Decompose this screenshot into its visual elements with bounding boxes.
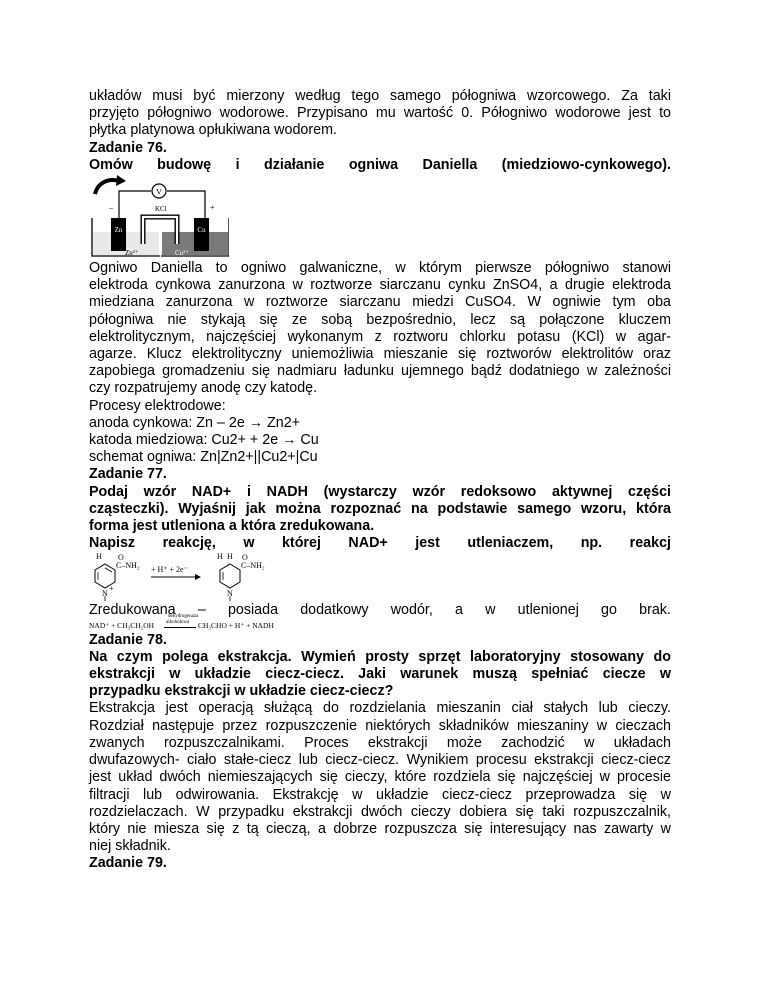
answer-line: Rozdział następuje przez rozpuszczenie niektórych składników mieszaniny w cieczach <box>89 717 671 734</box>
nadh-h2-label: H <box>227 552 233 562</box>
process-line: Procesy elektrodowe: <box>89 397 226 414</box>
reagents-label: + H⁺ + 2e⁻ <box>151 565 188 575</box>
nadh-h1-label: H <box>217 552 223 562</box>
salt-bridge-label: KCl <box>155 205 167 214</box>
instruction-word: reakcj <box>629 535 671 552</box>
answer-word: Zredukowana <box>89 602 176 619</box>
instruction-word: której <box>281 535 321 552</box>
instruction-word: w <box>243 535 255 552</box>
daniell-cell-figure <box>89 174 671 260</box>
instruction-word: utleniaczem, <box>467 535 554 552</box>
task-78-question-line: ekstrakcji w układzie ciecz-ciecz. Jaki warunek muszą spełniać ciecze w <box>89 666 671 683</box>
flow-arrow-icon <box>95 180 119 194</box>
intro-paragraph <box>89 88 671 140</box>
task-77-question-line: Podaj wzór NAD+ i NADH (wystarczy wzór redoksowo aktywnej części <box>89 483 671 500</box>
task-76-answer <box>89 260 671 466</box>
answer-line: dwufazowych- ciało stałe-ciecz lub ciecz-ciecz. Wynikiem procesu ekstrakcji ciecz-ciecz <box>89 752 671 769</box>
zinc-ion-label: Zn²⁺ <box>125 249 139 258</box>
intro-line: przyjęto półogniwo wodorowe. Przypisano mu wartość 0. Półogniwo wodorowe jest to <box>89 105 671 122</box>
nad-amide-label: C–NH₂ <box>116 561 140 571</box>
nadh-o-label: O <box>242 553 248 563</box>
enzyme-top: dehydrogenaza <box>168 613 199 619</box>
equation-right: CH₃CHO + H⁺ + NADH <box>198 620 274 630</box>
answer-line: rozdzielaczach. W przypadku ekstrakcji dwóch cieczy dobiera się taki rozpuszczalnik, <box>89 803 671 820</box>
answer-line: miedziana zanurzona w roztworze siarczanu miedzi CuSO4. W ogniwie tym oba <box>89 294 671 311</box>
anode-sign: – <box>109 203 113 213</box>
answer-line: zapobiega gromadzeniu się nadmiaru ładunku ujemnego bądź dodatniego w zależności <box>89 363 671 380</box>
task-77-instruction <box>89 535 671 552</box>
answer-line: agarze. Klucz elektrolityczny uniemożliwia mieszanie się roztworów elektrolitów oraz <box>89 346 671 363</box>
answer-line: zwanych rozpuszczalnikami. Proces ekstrakcji może zachodzić w układach <box>89 734 671 751</box>
copper-electrode <box>194 218 209 251</box>
task-78-question-line: przypadku ekstrakcji w układzie ciecz-ciecz? <box>89 683 394 700</box>
daniell-cell-diagram <box>89 174 229 260</box>
task-77-question-line: cząsteczki). Wyjaśnij jak można rozpoznać na podstawie samego wzoru, która <box>89 500 671 517</box>
answer-line: jest układ dwóch niemieszających się cieczy, które rozdziela się najczęściej w procesie <box>89 769 671 786</box>
nad-structure-diagram <box>89 552 289 602</box>
task-77-heading: Zadanie 77. <box>89 466 167 483</box>
zinc-label: Zn <box>114 226 123 235</box>
copper-ion-label: Cu²⁺ <box>175 249 189 258</box>
answer-line: Ogniwo Daniella to ogniwo galwaniczne, w którym pierwsze półogniwo stanowi <box>89 260 671 277</box>
answer-line: czy rozpatrujemy anodę czy katodę. <box>89 380 318 397</box>
zinc-electrode <box>111 218 126 251</box>
question-word: Daniella <box>422 156 478 173</box>
task-78-question-line: Na czym polega ekstrakcja. Wymień prosty sprzęt laboratoryjny stosowany do <box>89 648 671 665</box>
task-76-question <box>89 157 671 174</box>
answer-word: brak. <box>639 602 671 619</box>
equation-left: NAD⁺ + CH₃CH₂OH <box>89 620 155 630</box>
instruction-word: Napisz <box>89 535 136 552</box>
process-line: schemat ogniwa: Zn|Zn2+||Cu2+|Cu <box>89 449 318 466</box>
task-76-heading: Zadanie 76. <box>89 139 167 156</box>
answer-line: filtracji lub odwirowania. Ekstrakcję w układzie ciecz-ciecz przeprowadza się w <box>89 786 671 803</box>
question-word: (miedziowo-cynkowego). <box>501 156 671 173</box>
answer-word: a <box>455 602 463 619</box>
nad-charge-label: + <box>109 584 114 594</box>
answer-word: dodatkowy <box>300 602 369 619</box>
answer-line: który nie miesza się z tą cieczą, a dobrze rozpuszcza się interesujący nas zawarty w <box>89 820 671 837</box>
instruction-word: np. <box>580 535 603 552</box>
answer-line: elektroda cynkowa zanurzona w roztworze siarczanu cynku ZnSO4, a drugie elektroda <box>89 277 671 294</box>
instruction-word: NAD+ <box>348 535 388 552</box>
task-78-heading: Zadanie 78. <box>89 631 167 648</box>
process-line: anoda cynkowa: Zn – 2e → Zn2+ <box>89 414 301 431</box>
task-79-heading: Zadanie 79. <box>89 855 167 872</box>
enzyme-bottom: alkoholowa <box>166 619 190 625</box>
copper-label: Cu <box>197 226 206 235</box>
task-77-question-line: forma jest utleniona a która zredukowana. <box>89 518 375 535</box>
answer-word: go <box>601 602 617 619</box>
question-word: ogniwa <box>348 156 399 173</box>
document-page <box>89 88 671 873</box>
instruction-word: jest <box>415 535 440 552</box>
instruction-word: reakcję, <box>162 535 216 552</box>
task-78-answer <box>89 700 671 855</box>
question-word: działanie <box>264 156 325 173</box>
intro-line: układów musi być mierzony według tego samego półogniwa wzorcowego. Za taki <box>89 88 671 104</box>
answer-line: półogniwa nie stykają się ze sobą bezpośrednio, lecz są połączone kluczem <box>89 311 671 328</box>
ethanol-equation <box>89 613 671 632</box>
answer-line: niej składnik. <box>89 838 171 855</box>
nadh-amide-label: C–NH₂ <box>241 561 265 571</box>
intro-line: płytka platynowa opłukiwana wodorem. <box>89 122 337 139</box>
nadh-n-label: N <box>227 589 233 599</box>
question-word: i <box>235 156 240 173</box>
answer-word: posiada <box>227 602 279 619</box>
answer-word: – <box>197 602 206 619</box>
process-line: katoda miedziowa: Cu2+ + 2e → Cu <box>89 432 319 449</box>
answer-word: w <box>485 602 496 619</box>
nad-h-label: H <box>96 552 102 562</box>
answer-word: utlenionej <box>517 602 579 619</box>
question-word: Omów <box>89 156 133 173</box>
equation-arrow-icon <box>164 627 196 628</box>
nad-reaction-figure <box>89 552 671 602</box>
nad-o-label: O <box>118 553 124 563</box>
voltmeter-label: V <box>156 187 162 197</box>
nad-n-label: N <box>102 589 108 599</box>
cathode-sign: + <box>210 203 215 213</box>
answer-line: Ekstrakcja jest operacją służącą do rozdzielania mieszanin ciał stałych lub cieczy. <box>89 700 671 717</box>
answer-word: wodór, <box>390 602 433 619</box>
answer-line: elektrolitycznym, najczęściej wykonanym z roztworu chlorku potasu (KCl) w agar- <box>89 328 671 345</box>
question-word: budowę <box>157 156 212 173</box>
